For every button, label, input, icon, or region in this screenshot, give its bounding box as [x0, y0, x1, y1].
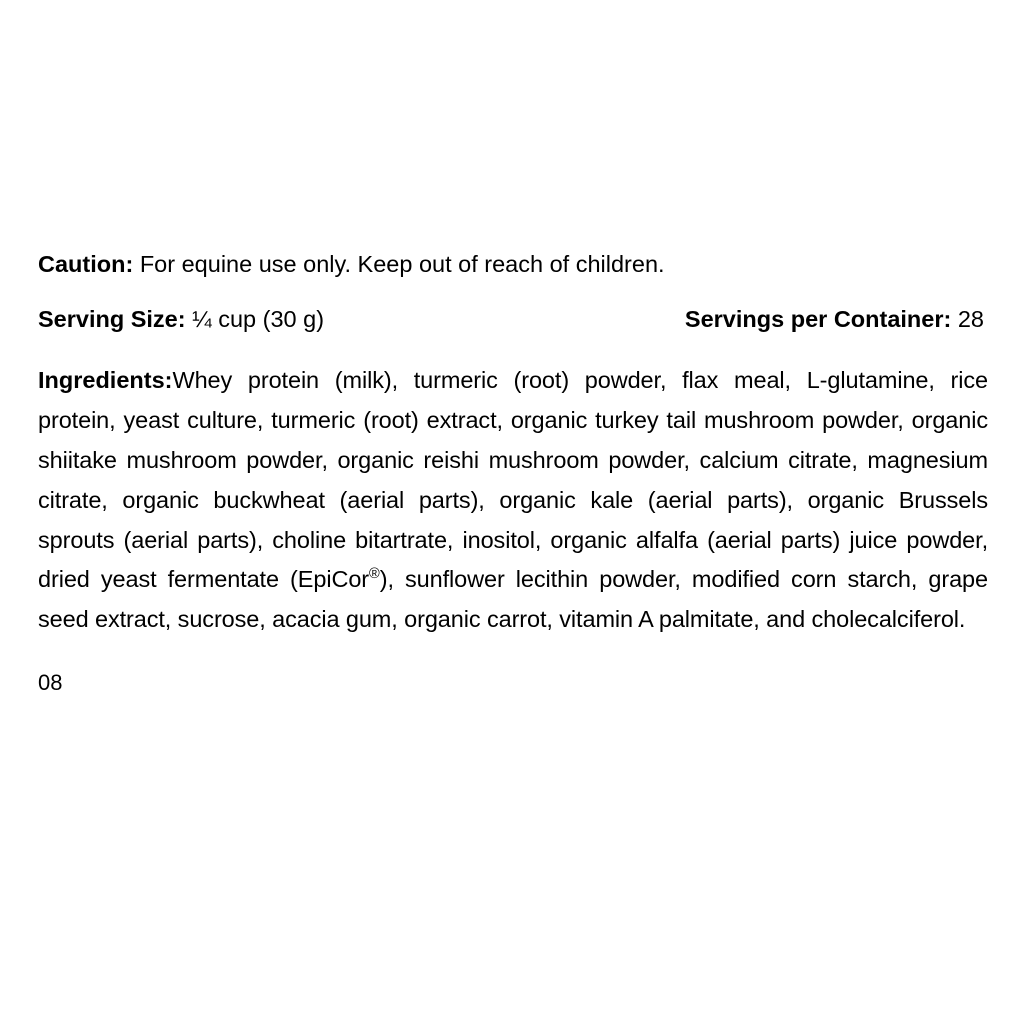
serving-size-heading: Serving Size: [38, 306, 186, 333]
servings-per-container-value: 28 [957, 306, 984, 333]
caution-heading: Caution: [38, 251, 134, 277]
serving-size-value: ¼ cup (30 g) [192, 306, 325, 333]
serving-row [38, 305, 988, 334]
servings-per-container [685, 305, 984, 334]
supplement-label-panel [38, 250, 988, 719]
servings-per-container-heading: Servings per Container: [684, 306, 952, 333]
ingredients-row [38, 361, 988, 641]
registered-trademark-mark: ® [369, 566, 380, 583]
ingredients-text-part1: Whey protein (milk), turmeric (root) powder, flax meal, L-glutamine, rice protein, yeast culture, turmeric (root) extract, organic turkey tail mushroom powder, organic shiitake mushroom powder, organic reishi mushroom powder, calcium citrate, magnesium citrate, organic buckwheat (aerial parts), organic kale (aerial parts), organic Brussels sprouts (aerial parts), choline bitartrate, inositol, organic alfalfa (aerial parts) juice powder, dried yeast fermentate (EpiCor [38, 366, 988, 593]
footer-code: 08 [38, 670, 63, 696]
serving-size [38, 305, 324, 334]
caution-row [38, 250, 988, 279]
ingredients-heading: Ingredients: [38, 366, 173, 393]
caution-text: For equine use only. Keep out of reach of children. [139, 251, 665, 277]
ingredients-text-part2: ), sunflower lecithin powder, modified corn starch, grape seed extract, sucrose, acacia gum, organic carrot, vitamin A palmitate, and cholecalciferol. [38, 566, 988, 633]
